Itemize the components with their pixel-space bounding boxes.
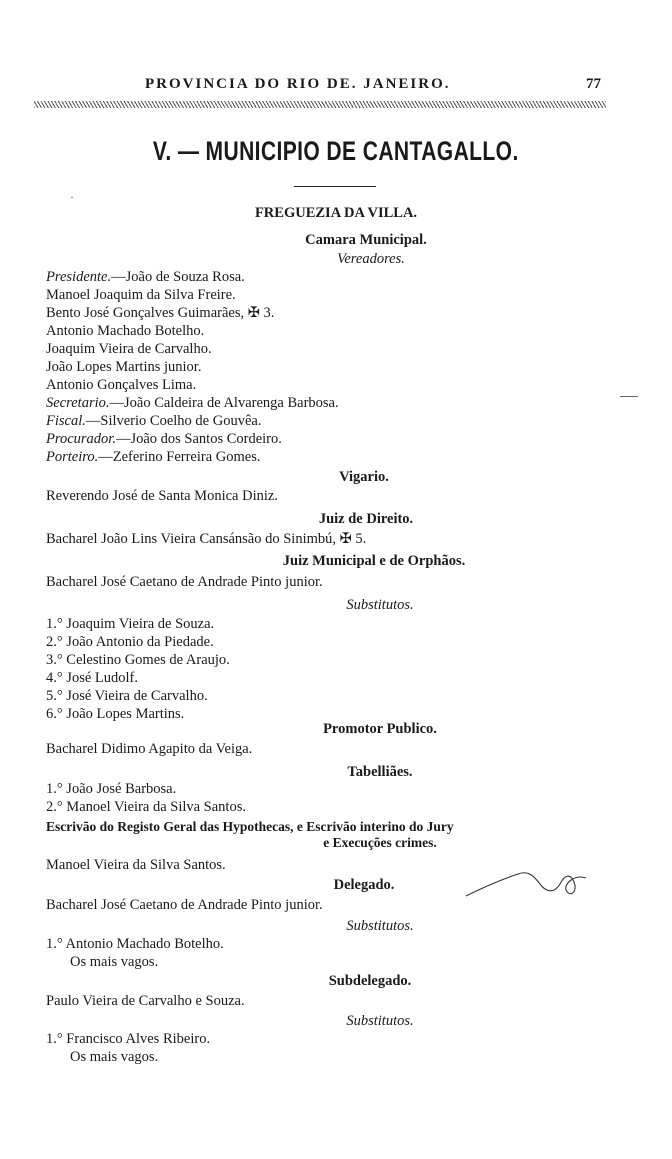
juiz-direito-name: Bacharel João Lins Vieira Cansánsão do Sinimbú, ✠ 5.: [46, 531, 367, 547]
promotor-heading: Promotor Publico.: [323, 721, 437, 737]
camara-member: [46, 376, 196, 394]
member-name: —Zeferino Ferreira Gomes.: [98, 449, 261, 465]
member-role: Porteiro.: [46, 449, 99, 465]
handwritten-scribble: [462, 862, 592, 906]
subdelegado-name: Paulo Vieira de Carvalho e Souza.: [46, 993, 245, 1009]
margin-mark: [620, 396, 638, 397]
juiz-municipal-name: Bacharel José Caetano de Andrade Pinto junior.: [46, 574, 323, 590]
substitute-item: 6.° João Lopes Martins.: [46, 706, 185, 722]
camara-member: [46, 268, 245, 286]
substitute-item: 2.° João Antonio da Piedade.: [46, 634, 214, 650]
juiz-municipal-heading: Juiz Municipal e de Orphãos.: [282, 553, 466, 569]
member-name: Bento José Gonçalves Guimarães, ✠ 3.: [46, 305, 275, 321]
member-name: —Silverio Coelho de Gouvêa.: [85, 413, 262, 429]
page-number: 77: [586, 76, 601, 92]
tabelliaes-heading: Tabelliães.: [347, 764, 413, 780]
member-role: Fiscal.: [46, 413, 86, 429]
ornamental-rule: [34, 101, 606, 108]
delegado-substitutos-subheading: Substitutos.: [346, 918, 414, 934]
substitute-item: 1.° Antonio Machado Botelho.: [46, 936, 224, 952]
delegado-heading: Delegado.: [333, 877, 395, 893]
member-role: Presidente.: [46, 269, 112, 285]
promotor-name: Bacharel Didimo Agapito da Veiga.: [46, 741, 253, 757]
stray-dot: ·: [70, 190, 74, 204]
camara-heading: Camara Municipal.: [305, 232, 427, 248]
short-rule: [294, 186, 376, 187]
vereadores-subheading: Vereadores.: [337, 251, 405, 267]
camara-member: [46, 322, 204, 340]
delegado-name: Bacharel José Caetano de Andrade Pinto junior.: [46, 897, 323, 913]
tabelliao-item: 2.° Manoel Vieira da Silva Santos.: [46, 799, 246, 815]
member-name: —João Caldeira de Alvarenga Barbosa.: [109, 395, 339, 411]
substitute-item: 3.° Celestino Gomes de Araujo.: [46, 652, 230, 668]
camara-member: [46, 358, 201, 376]
camara-member: [46, 304, 274, 322]
member-name: Manoel Joaquim da Silva Freire.: [46, 287, 236, 303]
camara-member: [46, 340, 212, 358]
running-head: [0, 76, 672, 100]
juiz-direito-heading: Juiz de Direito.: [318, 511, 414, 527]
subdelegado-heading: Subdelegado.: [328, 973, 412, 989]
camara-member: [46, 430, 282, 448]
escrivao-name: Manoel Vieira da Silva Santos.: [46, 857, 226, 873]
substitute-item: Os mais vagos.: [70, 954, 159, 970]
member-role: Secretario.: [46, 395, 110, 411]
camara-member: [46, 394, 339, 412]
member-name: —João de Souza Rosa.: [111, 269, 245, 285]
escrivao-heading-line2: e Execuções crimes.: [323, 835, 437, 850]
member-name: —João dos Santos Cordeiro.: [115, 431, 282, 447]
substitute-item: 5.° José Vieira de Carvalho.: [46, 688, 208, 704]
section-heading: V. — MUNICIPIO DE CANTAGALLO.: [152, 136, 519, 166]
member-name: Antonio Machado Botelho.: [46, 323, 205, 339]
juiz-substitutos-subheading: Substitutos.: [346, 597, 414, 613]
member-name: Antonio Gonçalves Lima.: [46, 377, 197, 393]
substitute-item: 4.° José Ludolf.: [46, 670, 138, 686]
parish-heading: FREGUEZIA DA VILLA.: [254, 205, 418, 221]
tabelliao-item: 1.° João José Barbosa.: [46, 781, 177, 797]
camara-member: [46, 412, 261, 430]
vigario-heading: Vigario.: [339, 469, 389, 485]
substitute-item: Os mais vagos.: [70, 1049, 159, 1065]
subdelegado-substitutos-subheading: Substitutos.: [346, 1013, 414, 1029]
member-role: Procurador.: [46, 431, 116, 447]
substitute-item: 1.° Joaquim Vieira de Souza.: [46, 616, 215, 632]
substitute-item: 1.° Francisco Alves Ribeiro.: [46, 1031, 211, 1047]
member-name: João Lopes Martins junior.: [46, 359, 202, 375]
running-title: PROVINCIA DO RIO DE. JANEIRO.: [145, 76, 451, 92]
vigario-name: Reverendo José de Santa Monica Diniz.: [46, 488, 278, 504]
escrivao-heading-line1: Escrivão do Registo Geral das Hypothecas, e Escrivão interino do Jury: [46, 819, 454, 834]
camara-member: [46, 448, 261, 466]
member-name: Joaquim Vieira de Carvalho.: [46, 341, 212, 357]
camara-member: [46, 286, 236, 304]
